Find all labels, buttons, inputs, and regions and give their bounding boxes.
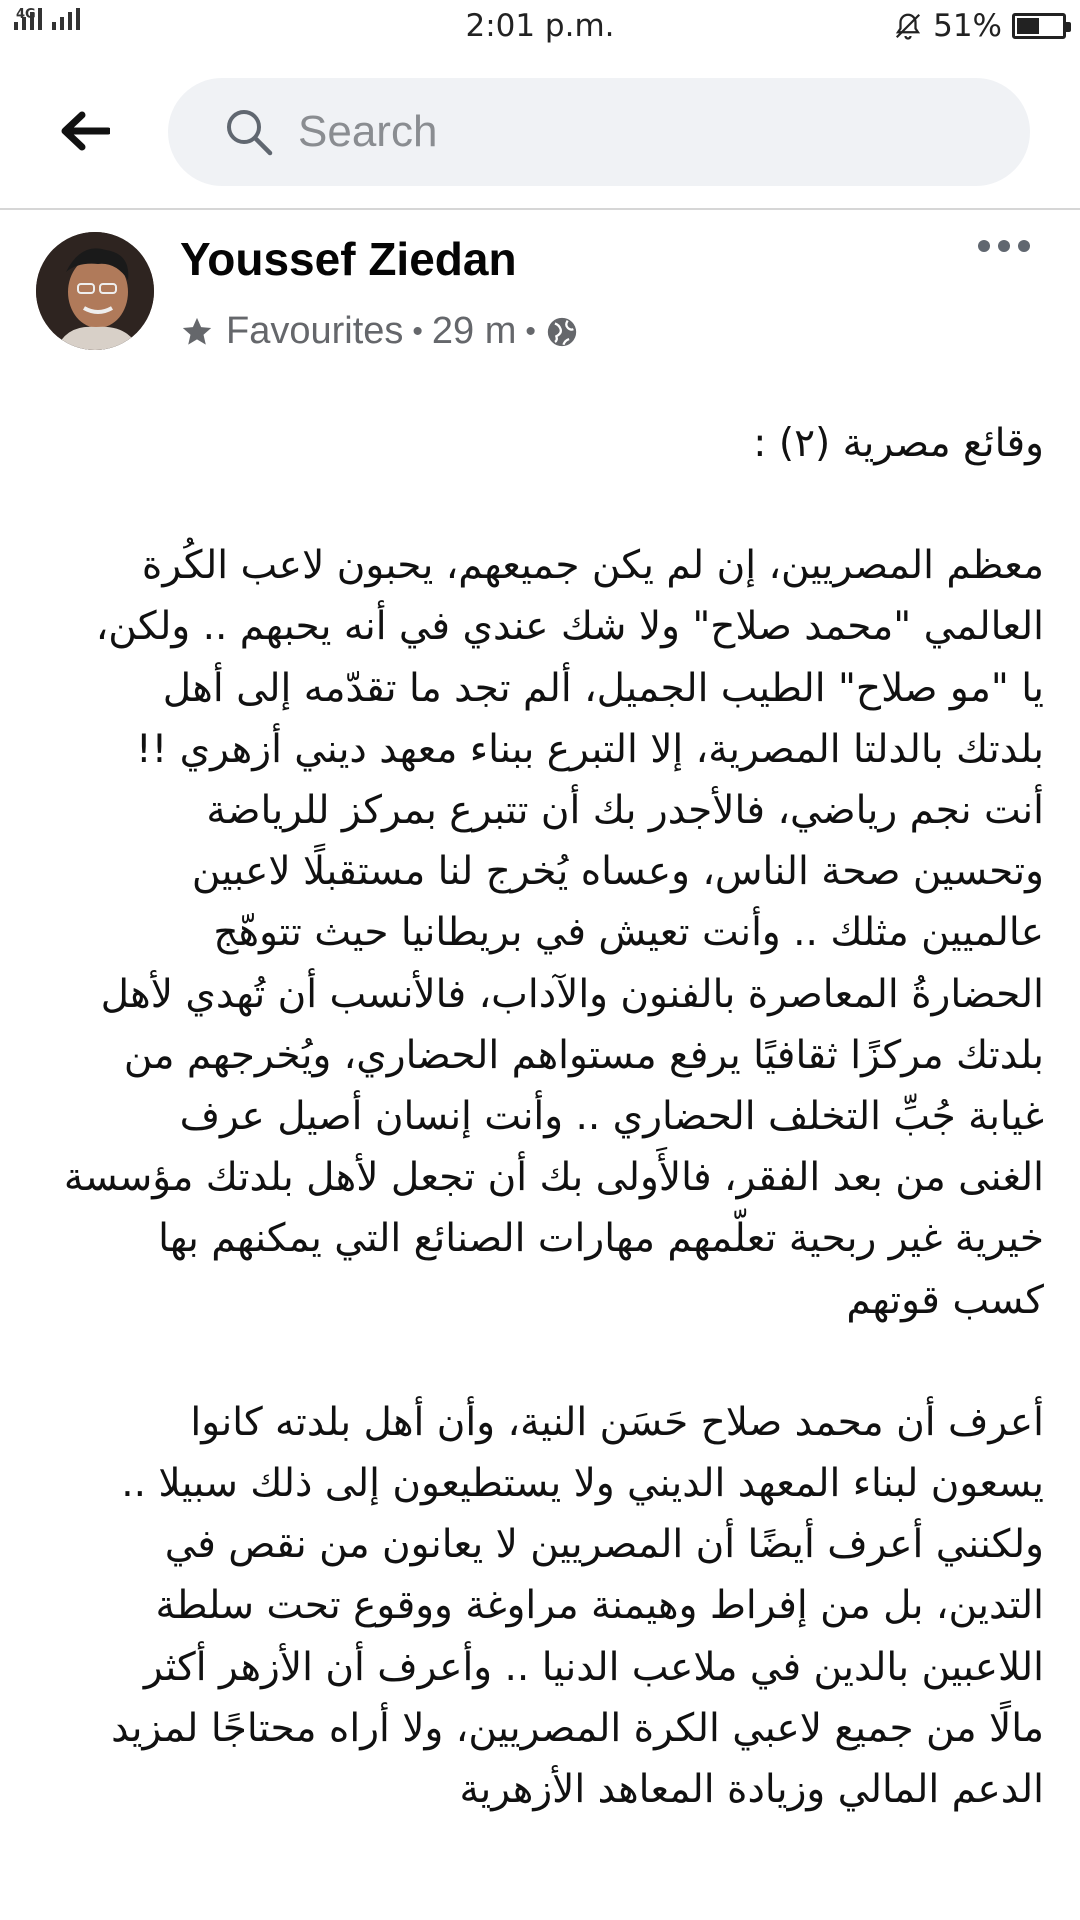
- post-line: الحضارةُ المعاصرة بالفنون والآداب، فالأنسب أن تُهدي لأهل: [100, 971, 1044, 1017]
- post-line: عالميين مثلك .. وأنت تعيش في بريطانيا حيث تتوهّج: [213, 910, 1044, 956]
- globe-icon: [545, 315, 579, 349]
- post-text: [36, 400, 1044, 1820]
- status-bar: [0, 0, 1080, 56]
- meta-separator: •: [412, 314, 423, 348]
- battery-icon: [1012, 13, 1066, 39]
- search-bar[interactable]: [168, 78, 1030, 186]
- post-line: أنت نجم رياضي، فالأجدر بك أن تتبرع بمركز للرياضة: [206, 788, 1044, 834]
- post-time[interactable]: 29 m: [431, 310, 517, 352]
- post-meta: [180, 310, 579, 353]
- post-line: بلدتك مركزًا ثقافيًا يرفع مستواهم الحضاري، ويُخرجهم من: [123, 1032, 1044, 1078]
- post-line: خيرية غير ربحية تعلّمهم مهارات الصنائع التي يمكنهم بها: [158, 1216, 1044, 1262]
- author-name[interactable]: Youssef Ziedan: [180, 233, 517, 285]
- post-line: يا "مو صلاح" الطيب الجميل، ألم تجد ما تقدّمه إلى أهل: [162, 665, 1044, 711]
- post-line: وتحسين صحة الناس، وعساه يُخرج لنا مستقبلًا لاعبين: [191, 849, 1044, 895]
- post-title: وقائع مصرية (٢) :: [753, 421, 1044, 466]
- post-line: بلدتك بالدلتا المصرية، إلا التبرع ببناء معهد ديني أزهري !!: [135, 726, 1044, 772]
- post-line: العالمي "محمد صلاح" ولا شك عندي في أنه يحبهم .. ولكن،: [95, 604, 1044, 650]
- battery-percent: 51%: [933, 8, 1002, 44]
- alarm-off-icon: [893, 11, 923, 41]
- post-line: الدعم المالي وزيادة المعاهد الأزهرية: [459, 1767, 1044, 1813]
- audience-label[interactable]: Favourites: [226, 310, 404, 352]
- post-line: مالًا من جميع لاعبي الكرة المصريين، ولا أراه محتاجًا لمزيد: [111, 1705, 1044, 1751]
- more-options-icon[interactable]: [978, 240, 1030, 252]
- battery-fill: [1017, 18, 1039, 34]
- avatar-image: [36, 232, 154, 350]
- star-icon: [180, 315, 214, 349]
- post-line: ولكنني أعرف أيضًا أن المصريين لا يعانون من نقص في: [164, 1522, 1044, 1568]
- back-button[interactable]: [55, 106, 115, 156]
- meta-separator-2: •: [525, 314, 536, 348]
- paragraph-2: [36, 1392, 1044, 1820]
- status-right: [893, 8, 1066, 44]
- search-header: [0, 56, 1080, 210]
- author-avatar[interactable]: [36, 232, 154, 350]
- post-line: التدين، بل من إفراط وهيمنة مراوغة ووقوع تحت سلطة: [155, 1583, 1044, 1629]
- status-time: 2:01 p.m.: [465, 8, 615, 44]
- search-input[interactable]: [296, 106, 900, 158]
- network-type: 4G: [16, 7, 36, 22]
- paragraph-1: [36, 535, 1044, 1331]
- post-line: يسعون لبناء المعهد الديني ولا يستطيعون إلى ذلك سبيلا ..: [121, 1461, 1044, 1507]
- post-line: معظم المصريين، إن لم يكن جميعهم، يحبون لاعب الكُرة: [141, 543, 1044, 589]
- back-arrow-icon: [60, 111, 110, 151]
- post-line: كسب قوتهم: [846, 1277, 1044, 1323]
- search-icon: [224, 107, 274, 157]
- post-line: اللاعبين بالدين في ملاعب الدنيا .. وأعرف أن الأزهر أكثر: [143, 1644, 1044, 1690]
- post-line: الغنى من بعد الفقر، فالأَولى بك أن تجعل لأهل بلدتك مؤسسة: [63, 1155, 1044, 1201]
- post-line: غيابة جُبِّ التخلف الحضاري .. وأنت إنسان أصيل عرف: [179, 1094, 1044, 1140]
- post-line: أعرف أن محمد صلاح حَسَن النية، وأن أهل بلدته كانوا: [190, 1399, 1044, 1445]
